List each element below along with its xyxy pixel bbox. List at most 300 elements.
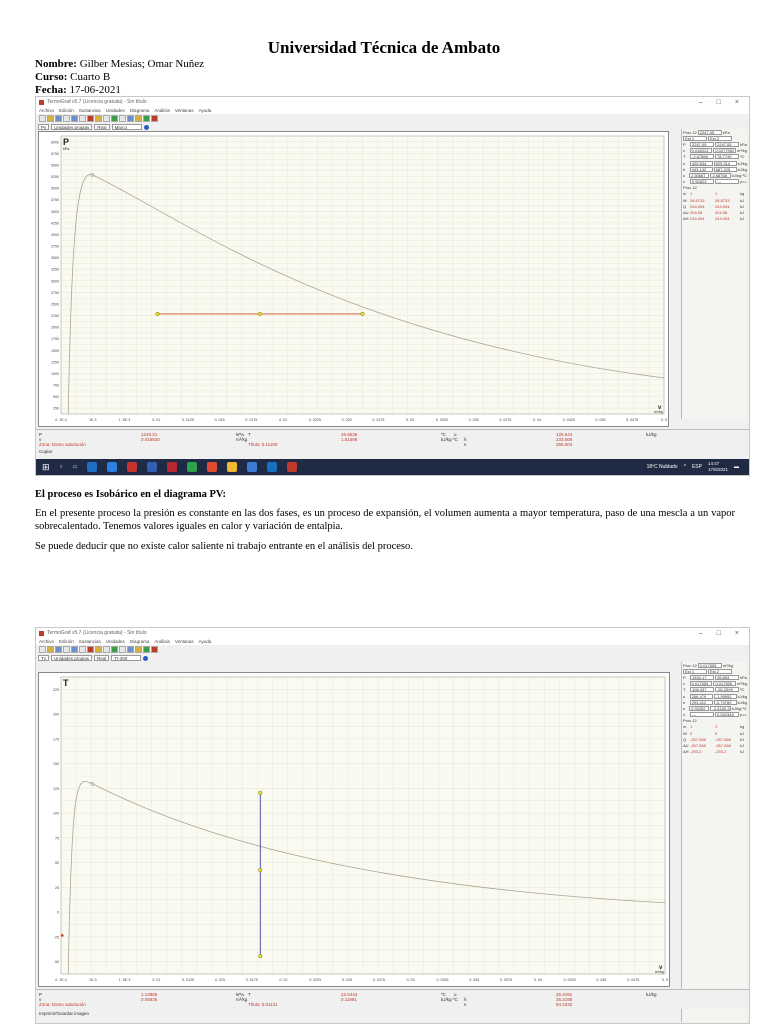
property-unit: p.u.: [740, 179, 747, 185]
x-tick-label: 0. 025: [341, 418, 352, 422]
property-row: [682, 699, 747, 705]
status-u-label: u: [454, 992, 457, 997]
toolbar-2: [36, 645, 749, 654]
y-tick-label: 2750: [51, 290, 59, 295]
state2-select[interactable]: Est 2: [708, 669, 732, 674]
zoom-icon[interactable]: [71, 646, 78, 653]
close-icon[interactable]: ×: [734, 629, 739, 637]
energy-unit: kg: [740, 724, 745, 730]
y-tick-label: 2500: [51, 302, 59, 307]
y-tick-label: 125: [53, 786, 59, 791]
property-unit: m³/kg: [737, 681, 747, 687]
status-titulo: Título: 0.11160: [248, 442, 278, 447]
folder-icon[interactable]: [227, 462, 237, 472]
property-label: s: [683, 705, 685, 711]
y-tick-label: 2000: [51, 325, 59, 330]
line-icon[interactable]: [103, 646, 110, 653]
property-label: h: [683, 166, 686, 172]
status-p-val: 1.13885: [141, 992, 158, 997]
photos-icon[interactable]: [267, 462, 277, 472]
pdf-icon[interactable]: [127, 462, 137, 472]
state1-value[interactable]: 293.412: [690, 700, 713, 705]
cursor-icon[interactable]: [79, 646, 86, 653]
y-tick-label: 3750: [51, 244, 59, 249]
new-file-icon[interactable]: [39, 646, 46, 653]
task-view-icon[interactable]: ▭: [72, 464, 78, 470]
energy-row: [682, 736, 747, 742]
state2-value[interactable]: 2.68766: [710, 173, 730, 178]
property-label: P: [683, 141, 686, 147]
x-tick-label: 0. 0325: [436, 978, 449, 982]
cycle-icon[interactable]: [111, 646, 118, 653]
menu-item[interactable]: Diagrama: [129, 108, 150, 113]
x-tick-label: 0. 1E-3: [55, 978, 67, 982]
maximize-icon[interactable]: □: [716, 98, 721, 106]
state1-value[interactable]: 0.018013: [690, 148, 713, 153]
outlook-icon[interactable]: [107, 462, 117, 472]
energy-label: W: [683, 730, 687, 736]
x-tick-label: 0. 0125: [181, 418, 194, 422]
y-tick-label: 1000: [51, 371, 59, 376]
proc-value[interactable]: 0.017555: [698, 663, 722, 668]
proc-unit: kPa: [722, 129, 730, 135]
state2-value[interactable]: 629.314: [714, 161, 737, 166]
export-icon[interactable]: [143, 646, 150, 653]
status-bar-2: [36, 989, 749, 1009]
proc-unit: m³/kg: [722, 662, 733, 668]
state2-value[interactable]: 687.225: [714, 167, 737, 172]
text-icon[interactable]: [135, 646, 142, 653]
property-label: v: [683, 148, 685, 154]
word-icon[interactable]: [147, 462, 157, 472]
energy-unit: kJ: [740, 749, 744, 755]
state1-select[interactable]: Est 1: [683, 136, 707, 141]
export-icon[interactable]: [143, 115, 150, 122]
cursor-icon[interactable]: [79, 115, 86, 122]
state2-value[interactable]: 45.863: [715, 675, 739, 680]
window-controls: [699, 99, 749, 106]
open-folder-icon[interactable]: [47, 646, 54, 653]
document-title: Universidad Técnica de Ambato: [267, 38, 501, 57]
save-icon[interactable]: [55, 115, 62, 122]
x-tick-label: 1. 5E-3: [118, 978, 131, 982]
y-tick-label: 1500: [51, 348, 59, 353]
model-select-2[interactable]: Real: [94, 655, 109, 661]
y-tick-label: 6000: [51, 140, 59, 145]
menu-item[interactable]: Unidades: [105, 108, 125, 113]
app-blue-icon[interactable]: [247, 462, 257, 472]
pv-plot[interactable]: [38, 131, 669, 427]
table-icon[interactable]: [119, 646, 126, 653]
menu-item[interactable]: Sustancias: [78, 639, 101, 644]
property-row: [682, 148, 747, 154]
property-unit: m³/kg: [737, 148, 747, 154]
y-tick-label: 5000: [51, 186, 59, 191]
status-c-unit: ºC: [441, 992, 446, 997]
x-tick-label: 0. 0325: [435, 418, 448, 422]
state-icon[interactable]: [87, 115, 94, 122]
y-tick-label: 3000: [51, 279, 59, 284]
substance-select[interactable]: Marco: [112, 124, 142, 130]
status-v-unit: m³/kg: [236, 997, 248, 1002]
energy-total: 1: [715, 191, 718, 197]
x-tick-label: 0. 0475: [627, 978, 640, 982]
y-tick-label: -50: [53, 960, 59, 965]
x-tick-label: 0. 01: [152, 978, 161, 982]
property-row: [682, 712, 747, 718]
window-controls-2: [699, 630, 749, 637]
status-p-unit: kPa: [236, 432, 244, 437]
property-label: P: [683, 674, 686, 680]
help-icon[interactable]: [151, 646, 158, 653]
section-paragraph-2: Se puede deducir que no existe calor saliente ni trabajo entrante en el análisis del proceso.: [35, 541, 413, 552]
copiar-label: Copiar: [39, 449, 53, 454]
property-row: [682, 160, 747, 166]
status-v-val: 0.016820: [141, 437, 160, 442]
state2-value[interactable]: 0.042348: [715, 712, 739, 717]
y-tick-label: 150: [53, 762, 59, 767]
status-p-label: P: [39, 432, 43, 437]
x-tick-label: 0. 0425: [562, 418, 575, 422]
menu-item[interactable]: Sustancias: [78, 108, 101, 113]
menubar-2: [36, 638, 749, 645]
status-s-label: s: [464, 442, 467, 447]
x-tick-label: 0. 0175: [245, 418, 258, 422]
energy-label: m: [683, 724, 687, 730]
x-tick-label: 0. 03: [406, 418, 415, 422]
termograf-icon[interactable]: [287, 462, 297, 472]
diagram-type-select-2[interactable]: Tv: [38, 655, 49, 661]
screenshot-tv: [35, 627, 750, 1024]
model-select[interactable]: Real: [94, 124, 109, 130]
property-unit: kJ/kg: [737, 166, 747, 172]
status-u-label: u: [454, 432, 457, 437]
energy-value: -267.066: [690, 743, 706, 749]
units-select[interactable]: Unidades propias: [51, 124, 92, 130]
minimize-icon[interactable]: –: [698, 629, 703, 637]
property-label: x: [683, 179, 685, 185]
property-unit: ºC: [740, 687, 745, 693]
status-v-unit: m³/kg: [236, 437, 248, 442]
status-p-val: 1248.21: [141, 432, 158, 437]
energy-value: -293.2: [690, 749, 702, 755]
save-icon[interactable]: [55, 646, 62, 653]
status-s-unit: kJ/kg·ºC: [441, 997, 458, 1002]
system-tray: [647, 461, 749, 473]
menu-item[interactable]: Archivo: [39, 108, 55, 113]
state2-value[interactable]: 0.0277552: [715, 148, 735, 154]
x-tick-label: 0. 0425: [563, 978, 576, 982]
y-tick-label: 5500: [51, 163, 59, 168]
energy-unit: kJ: [740, 730, 744, 736]
status-zona: Zona: Domo saturación: [39, 442, 86, 447]
state-point: [259, 868, 263, 872]
property-unit: kJ/kg: [737, 699, 747, 705]
state1-value[interactable]: 443.132: [690, 167, 713, 172]
process-icon[interactable]: [95, 646, 102, 653]
diagram-type-select[interactable]: Pv: [38, 124, 49, 130]
state2-value[interactable]: 0.017555: [713, 681, 736, 686]
state2-value[interactable]: —: [715, 179, 739, 184]
screenshot-pv: [35, 96, 750, 476]
energy-unit: kJ: [740, 216, 744, 222]
status-h-label: h: [464, 437, 467, 442]
state1-value[interactable]: 266.479: [690, 694, 713, 699]
x-axis-unit: m³/kg: [654, 410, 663, 414]
print-icon[interactable]: [63, 646, 70, 653]
energy-label: ΔH: [683, 749, 689, 755]
proc-label[interactable]: Proc 12: [683, 662, 697, 668]
info-icon[interactable]: [144, 125, 149, 130]
state2-value[interactable]: 78.7749: [715, 154, 739, 159]
energy-label: Q: [683, 736, 687, 742]
open-folder-icon[interactable]: [47, 115, 54, 122]
x-tick-label: 0. 015: [214, 978, 225, 982]
x-tick-label: 0. 0125: [182, 978, 195, 982]
property-row: [682, 141, 747, 147]
window-title-2: TermoGraf v5.7 (Licencia gratuita) - Sin título: [47, 630, 147, 636]
property-label: x: [683, 712, 685, 718]
y-tick-label: -25: [53, 935, 59, 940]
status-x-val: 1.61588: [341, 437, 358, 442]
menu-item[interactable]: Edición: [59, 639, 74, 644]
x-tick-label: 0. 045: [596, 978, 607, 982]
proc-value[interactable]: 2247.05: [698, 130, 722, 135]
text-icon[interactable]: [135, 115, 142, 122]
energy-unit: kJ: [740, 210, 744, 216]
search-icon[interactable]: ○: [59, 464, 63, 470]
property-row: [682, 172, 747, 178]
property-label: T: [683, 687, 686, 693]
energy-label: Q: [683, 203, 687, 209]
y-tick-label: 0: [57, 910, 59, 915]
y-tick-label: 2250: [51, 314, 59, 319]
energy-total: 204.08: [715, 210, 728, 216]
state1-value[interactable]: 0.50823: [690, 179, 714, 184]
energy-unit: kJ: [740, 736, 744, 742]
y-axis-symbol: P: [63, 137, 70, 147]
energy-row: [682, 191, 747, 197]
menu-item[interactable]: Ayuda: [198, 639, 212, 644]
substance-select-2[interactable]: Tr-300: [111, 655, 141, 661]
status-s-val: 84.2232: [556, 1002, 573, 1007]
property-row: [682, 705, 747, 711]
state1-value[interactable]: 0.017555: [690, 681, 713, 686]
close-icon[interactable]: ×: [734, 98, 739, 106]
property-label: v: [683, 681, 685, 687]
print-icon[interactable]: [63, 115, 70, 122]
x-tick-label: 0. 04: [533, 978, 542, 982]
chrome-icon[interactable]: [207, 462, 217, 472]
status-s-unit: kJ/kg·ºC: [441, 437, 458, 442]
x-axis-symbol: v: [659, 965, 663, 971]
proc-label[interactable]: Proc 12: [683, 129, 697, 135]
state2-value[interactable]: 2247.05: [715, 142, 739, 147]
x-tick-label: 0. 0475: [626, 418, 639, 422]
status-p-label: P: [39, 992, 43, 997]
status-kjkg: kJ/kg: [646, 992, 657, 997]
section-paragraph-1: En el presente proceso la presión es constante en las dos fases, es un proceso de expansión, el volumen aumenta a mayor temperatura, paso de una mescla a un vapor sobrecalentado. Tenemos valores iguales en calor y variación de entalpia.: [35, 508, 735, 532]
state1-value[interactable]: 420.834: [690, 161, 713, 166]
zoom-icon[interactable]: [71, 115, 78, 122]
state1-value[interactable]: 106.437: [690, 687, 714, 692]
property-label: h: [683, 699, 686, 705]
clock[interactable]: [708, 461, 728, 473]
minimize-icon[interactable]: –: [698, 98, 703, 106]
process-icon[interactable]: [95, 115, 102, 122]
energy-row: [682, 203, 747, 209]
menu-item[interactable]: Ayuda: [198, 108, 212, 113]
status-s-val: 259.004: [556, 442, 573, 447]
state1-value[interactable]: -2.67566: [690, 154, 714, 159]
menu-item[interactable]: Ventanas: [174, 639, 194, 644]
energy-label: ΔU: [683, 743, 689, 749]
property-row: [682, 687, 747, 693]
status-p-unit: kPa: [236, 992, 244, 997]
x-tick-label: 0. 035: [468, 418, 479, 422]
menu-item[interactable]: Unidades: [105, 639, 125, 644]
state1-select[interactable]: Est 1: [683, 669, 707, 674]
property-unit: kJ/kg: [737, 160, 747, 166]
x-tick-label: 0. 0175: [245, 978, 258, 982]
y-tick-label: 175: [53, 737, 59, 742]
energy-total: -267.066: [715, 743, 731, 749]
section-heading: El proceso es Isobárico en el diagrama PV:: [35, 489, 227, 500]
y-tick-label: 25: [55, 885, 59, 890]
state-icon[interactable]: [87, 646, 94, 653]
table-icon[interactable]: [119, 115, 126, 122]
window-titlebar: [36, 97, 749, 107]
energy-row: [682, 742, 747, 748]
state2-value[interactable]: -2.3180-3: [712, 705, 730, 711]
state1-value[interactable]: 1534.17: [690, 675, 714, 680]
marker-point: [61, 934, 64, 937]
x-tick-label: 0. 035: [469, 978, 480, 982]
cycle-icon[interactable]: [111, 115, 118, 122]
state1-value[interactable]: 2247.05: [690, 142, 714, 147]
language-text[interactable]: ESP: [691, 464, 702, 470]
state2-value[interactable]: -0.79789: [714, 700, 737, 705]
state-point: [361, 312, 365, 316]
x-tick-label: 0. 5: [661, 418, 667, 422]
new-file-icon[interactable]: [39, 115, 46, 122]
energy-row: [682, 209, 747, 215]
status-t-val: 22.6443: [341, 992, 358, 997]
energy-label: ΔU: [683, 210, 689, 216]
energy-value: 0: [690, 730, 693, 736]
y-axis-unit: kPa: [63, 147, 70, 151]
energy-label: ΔH: [683, 216, 689, 222]
energy-unit: kJ: [740, 197, 744, 203]
menu-item[interactable]: Diagrama: [129, 639, 150, 644]
property-unit: kPa: [740, 141, 747, 147]
state2-value[interactable]: -50.2599: [715, 687, 739, 692]
energy-total: -267.066: [715, 736, 731, 742]
energy-unit: kJ: [740, 203, 744, 209]
energy-unit: kJ: [740, 743, 744, 749]
property-unit: p.u.: [740, 712, 747, 718]
x-axis-symbol: v: [658, 405, 662, 411]
x-tick-label: 0. 0275: [372, 978, 385, 982]
energy-row: [682, 730, 747, 736]
status-v-label: v: [39, 437, 42, 442]
window-titlebar-2: [36, 628, 749, 638]
energy-row: [682, 749, 747, 755]
x-tick-label: 0. 5: [662, 978, 668, 982]
app-green-icon[interactable]: [187, 462, 197, 472]
menu-item[interactable]: Edición: [59, 108, 74, 113]
units-select-2[interactable]: Unidades propias: [51, 655, 92, 661]
status-u-val: 26.4191: [556, 992, 573, 997]
status-bar: [36, 429, 749, 449]
status-u-val: 125.544: [556, 432, 573, 437]
y-tick-label: 500: [53, 395, 59, 400]
help-icon[interactable]: [151, 115, 158, 122]
maximize-icon[interactable]: □: [716, 629, 721, 637]
proc-label: Proc 12: [683, 185, 697, 191]
state-panel-2: [681, 662, 747, 1022]
chart-icon[interactable]: [127, 115, 134, 122]
selector-bar: [36, 123, 749, 131]
state1-value[interactable]: —: [690, 712, 714, 717]
property-row: [682, 154, 747, 160]
state1-value[interactable]: 0.93252: [689, 706, 709, 711]
energy-unit: kg: [740, 191, 745, 197]
weather-text[interactable]: 18ºC Nublado: [646, 464, 678, 470]
menu-item[interactable]: Análisis: [154, 639, 170, 644]
app-red-icon[interactable]: [167, 462, 177, 472]
property-label: s: [683, 172, 685, 178]
status-zona: Zona: Domo saturación: [39, 1002, 86, 1007]
print-save-label[interactable]: Imprimir/Guardar imagen: [39, 1011, 90, 1016]
proc-label: Proc 12: [683, 718, 697, 724]
menu-item[interactable]: Análisis: [154, 108, 170, 113]
property-unit: kJ/kg·ºC: [731, 172, 747, 178]
app-icon-2: [39, 631, 44, 636]
line-icon[interactable]: [103, 115, 110, 122]
x-tick-label: 1. 5E-3: [118, 418, 131, 422]
energy-row: [682, 197, 747, 203]
energy-value: 1: [690, 191, 693, 197]
status-kjkg: kJ/kg: [646, 432, 657, 437]
menu-item[interactable]: Ventanas: [174, 108, 194, 113]
browser-icon[interactable]: [87, 462, 97, 472]
property-row: [682, 681, 747, 687]
energy-total: 1: [715, 724, 718, 730]
tv-diagram-svg: [39, 673, 669, 986]
state1-value[interactable]: 2.50667: [689, 173, 709, 178]
property-row: [682, 674, 747, 680]
chart-icon[interactable]: [127, 646, 134, 653]
state2-select[interactable]: Est 2: [708, 136, 732, 141]
x-tick-label: 1E-3: [88, 978, 97, 982]
notification-icon[interactable]: ▬: [734, 464, 739, 470]
y-tick-label: 4750: [51, 198, 59, 203]
status-titulo: Título: 0.01121: [248, 1002, 278, 1007]
tray-chevron-icon[interactable]: ^: [683, 464, 686, 470]
pv-diagram-svg: [39, 132, 668, 426]
info-icon[interactable]: [143, 656, 148, 661]
energy-label: W: [683, 197, 687, 203]
energy-value: -267.066: [690, 736, 706, 742]
menu-item[interactable]: Archivo: [39, 639, 55, 644]
windows-start-icon[interactable]: ⊞: [42, 461, 50, 472]
property-unit: kJ/kg·ºC: [731, 705, 747, 711]
status-v-label: v: [39, 997, 42, 1002]
y-axis-symbol: T: [63, 678, 69, 688]
tv-plot[interactable]: [38, 672, 670, 987]
state2-value[interactable]: -1.95952: [714, 694, 737, 699]
